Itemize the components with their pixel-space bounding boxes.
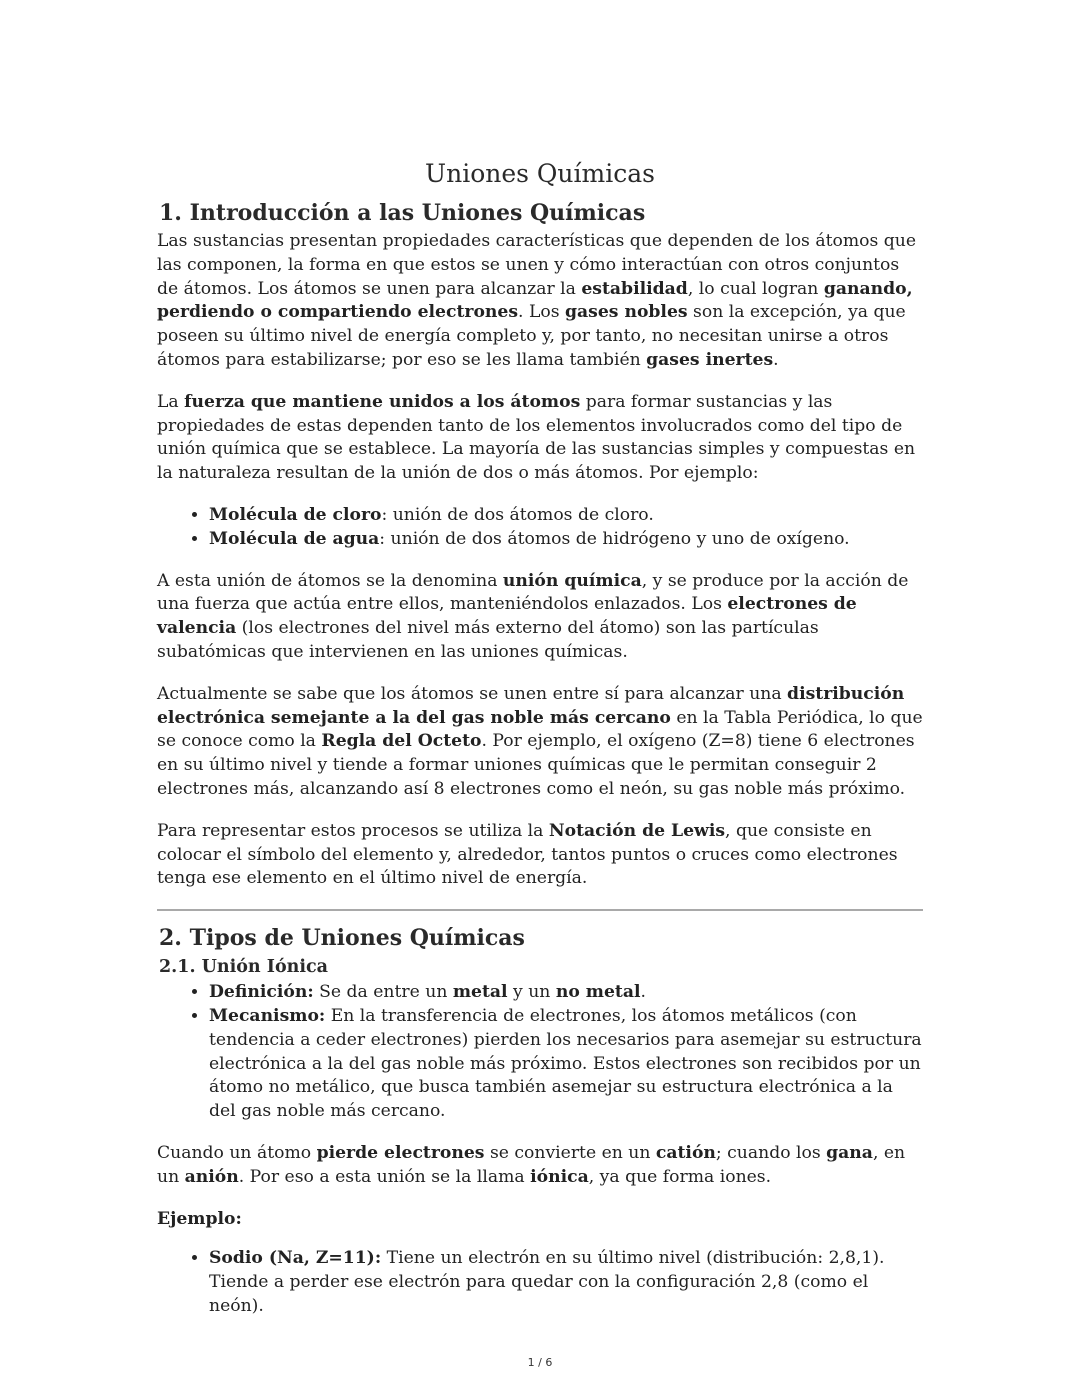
section-heading-intro: 1. Introducción a las Uniones Químicas — [159, 200, 646, 226]
list-item: • Molécula de cloro: unión de dos átomos de cloro. — [209, 504, 923, 528]
paragraph-chemical-bond: A esta unión de átomos se la denomina unión química, y se produce por la acción de una fuerza que actúa entre ellos, manteniéndolos enlazados. Los electrones de valencia (los electrones del nivel más externo del átomo) son las partículas subatómicas que intervienen en las uniones químicas. — [157, 570, 909, 662]
ionic-details-list — [157, 981, 923, 1124]
paragraph-intro: Las sustancias presentan propiedades características que dependen de los átomos que las componen, la forma en que estos se unen y cómo interactúan con otros conjuntos de átomos. Los átomos se unen para alcanzar la estabilidad, lo cual logran ganando, perdiendo o compartiendo electrones. Los gases nobles son la excepción, ya que poseen su último nivel de energía completo y, por tanto, no necesitan unirse a otros átomos para estabilizarse; por eso se les llama también gases inertes. — [157, 231, 917, 370]
list-item-sodium: • Sodio (Na, Z=11): Tiene un electrón en su último nivel (distribución: 2,8,1). Tiende a perder ese electrón para quedar con la configuración 2,8 (como el neón). — [209, 1247, 923, 1318]
subsection-heading-ionic: 2.1. Unión Iónica — [159, 957, 328, 978]
paragraph-force: La fuerza que mantiene unidos a los átomos para formar sustancias y las propiedades de estas dependen tanto de los elementos involucrados como del tipo de unión química que se establece. La mayoría de las sustancias simples y compuestas en la naturaleza resultan de la unión de dos o más átomos. Por ejemplo: — [157, 391, 916, 484]
list-item-mechanism: • Mecanismo: En la transferencia de electrones, los átomos metálicos (con tendencia a ceder electrones) pierden los necesarios para asemejar su estructura electrónica a la del gas noble más próximo. Estos electrones son recibidos por un átomo no metálico, que busca también asemejar su estructura electrónica a la del gas noble más cercano. — [209, 1005, 923, 1124]
document-title: Uniones Químicas — [425, 159, 655, 188]
page-number: 1 / 6 — [527, 1356, 553, 1369]
paragraph-ions: Cuando un átomo pierde electrones se convierte en un catión; cuando los gana, en un anión. Por eso a esta unión se la llama iónica, ya que forma iones. — [157, 1142, 906, 1187]
section-heading-types: 2. Tipos de Uniones Químicas — [159, 925, 525, 952]
section-divider — [157, 909, 923, 911]
example-list — [157, 1247, 923, 1318]
molecule-examples-list — [157, 504, 923, 552]
list-item: • Molécula de agua: unión de dos átomos de hidrógeno y uno de oxígeno. — [209, 528, 923, 552]
document-page — [157, 156, 923, 1337]
list-item-definition: • Definición: Se da entre un metal y un no metal. — [209, 981, 923, 1005]
paragraph-octet-rule: Actualmente se sabe que los átomos se unen entre sí para alcanzar una distribución electrónica semejante a la del gas noble más cercano en la Tabla Periódica, lo que se conoce como la Regla del Octeto. Por ejemplo, el oxígeno (Z=8) tiene 6 electrones en su último nivel y tiende a formar uniones químicas que le permitan conseguir 2 electrones más, alcanzando así 8 electrones como el neón, su gas noble más próximo. — [157, 683, 923, 799]
paragraph-lewis: Para representar estos procesos se utiliza la Notación de Lewis, que consiste en colocar el símbolo del elemento y, alrededor, tantos puntos o cruces como electrones tenga ese elemento en el último nivel de energía. — [157, 820, 898, 889]
example-label: Ejemplo: — [157, 1208, 242, 1229]
